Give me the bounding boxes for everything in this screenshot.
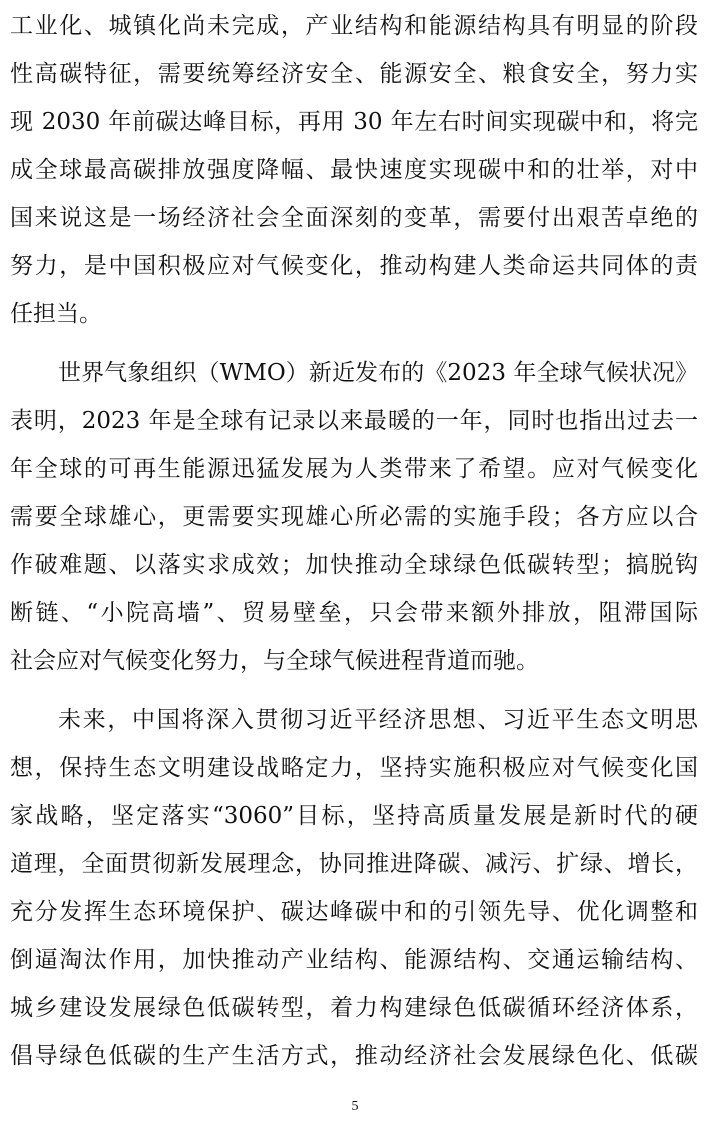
text-line: 努力，是中国积极应对气候变化，推动构建人类命运共同体的责: [10, 253, 698, 279]
text-line: 需要全球雄心，更需要实现雄心所必需的实施手段；各方应以合: [10, 504, 698, 530]
text-line: 家战略，坚定落实“3060”目标，坚持高质量发展是新时代的硬: [10, 803, 698, 829]
text-line: 成全球最高碳排放强度降幅、最快速度实现碳中和的壮举，对中: [10, 157, 698, 183]
text-line: 倡导绿色低碳的生产生活方式，推动经济社会发展绿色化、低碳: [10, 1043, 698, 1069]
text-line: 现 2030 年前碳达峰目标，再用 30 年左右时间实现碳中和，将完: [10, 109, 698, 135]
text-line: 社会应对气候变化努力，与全球气候进程背道而驰。: [10, 648, 539, 674]
text-line: 任担当。: [10, 301, 102, 327]
text-line: 国来说这是一场经济社会全面深刻的变革，需要付出艰苦卓绝的: [10, 205, 698, 231]
text-line: 作破难题、以落实求成效；加快推动全球绿色低碳转型；搞脱钩: [10, 552, 698, 578]
text-line: 工业化、城镇化尚未完成，产业结构和能源结构具有明显的阶段: [10, 13, 698, 39]
text-line: 道理，全面贯彻新发展理念，协同推进降碳、减污、扩绿、增长，: [10, 851, 698, 877]
text-line: 倒逼淘汰作用，加快推动产业结构、能源结构、交通运输结构、: [10, 947, 698, 973]
text-line: 想，保持生态文明建设战略定力，坚持实施积极应对气候变化国: [10, 755, 698, 781]
text-line: 年全球的可再生能源迅猛发展为人类带来了希望。应对气候变化: [10, 456, 698, 482]
text-line: 世界气象组织（WMO）新近发布的《2023 年全球气候状况》: [58, 360, 698, 386]
text-line: 断链、“小院高墙”、贸易壁垒，只会带来额外排放，阻滞国际: [10, 600, 698, 626]
text-line: 城乡建设发展绿色低碳转型，着力构建绿色低碳循环经济体系，: [10, 995, 698, 1021]
text-line: 表明，2023 年是全球有记录以来最暖的一年，同时也指出过去一: [10, 408, 698, 434]
text-line: 未来，中国将深入贯彻习近平经济思想、习近平生态文明思: [58, 707, 698, 733]
page-number: 5: [351, 1099, 359, 1114]
text-line: 充分发挥生态环境保护、碳达峰碳中和的引领先导、优化调整和: [10, 899, 698, 925]
text-line: 性高碳特征，需要统筹经济安全、能源安全、粮食安全，努力实: [10, 61, 698, 87]
